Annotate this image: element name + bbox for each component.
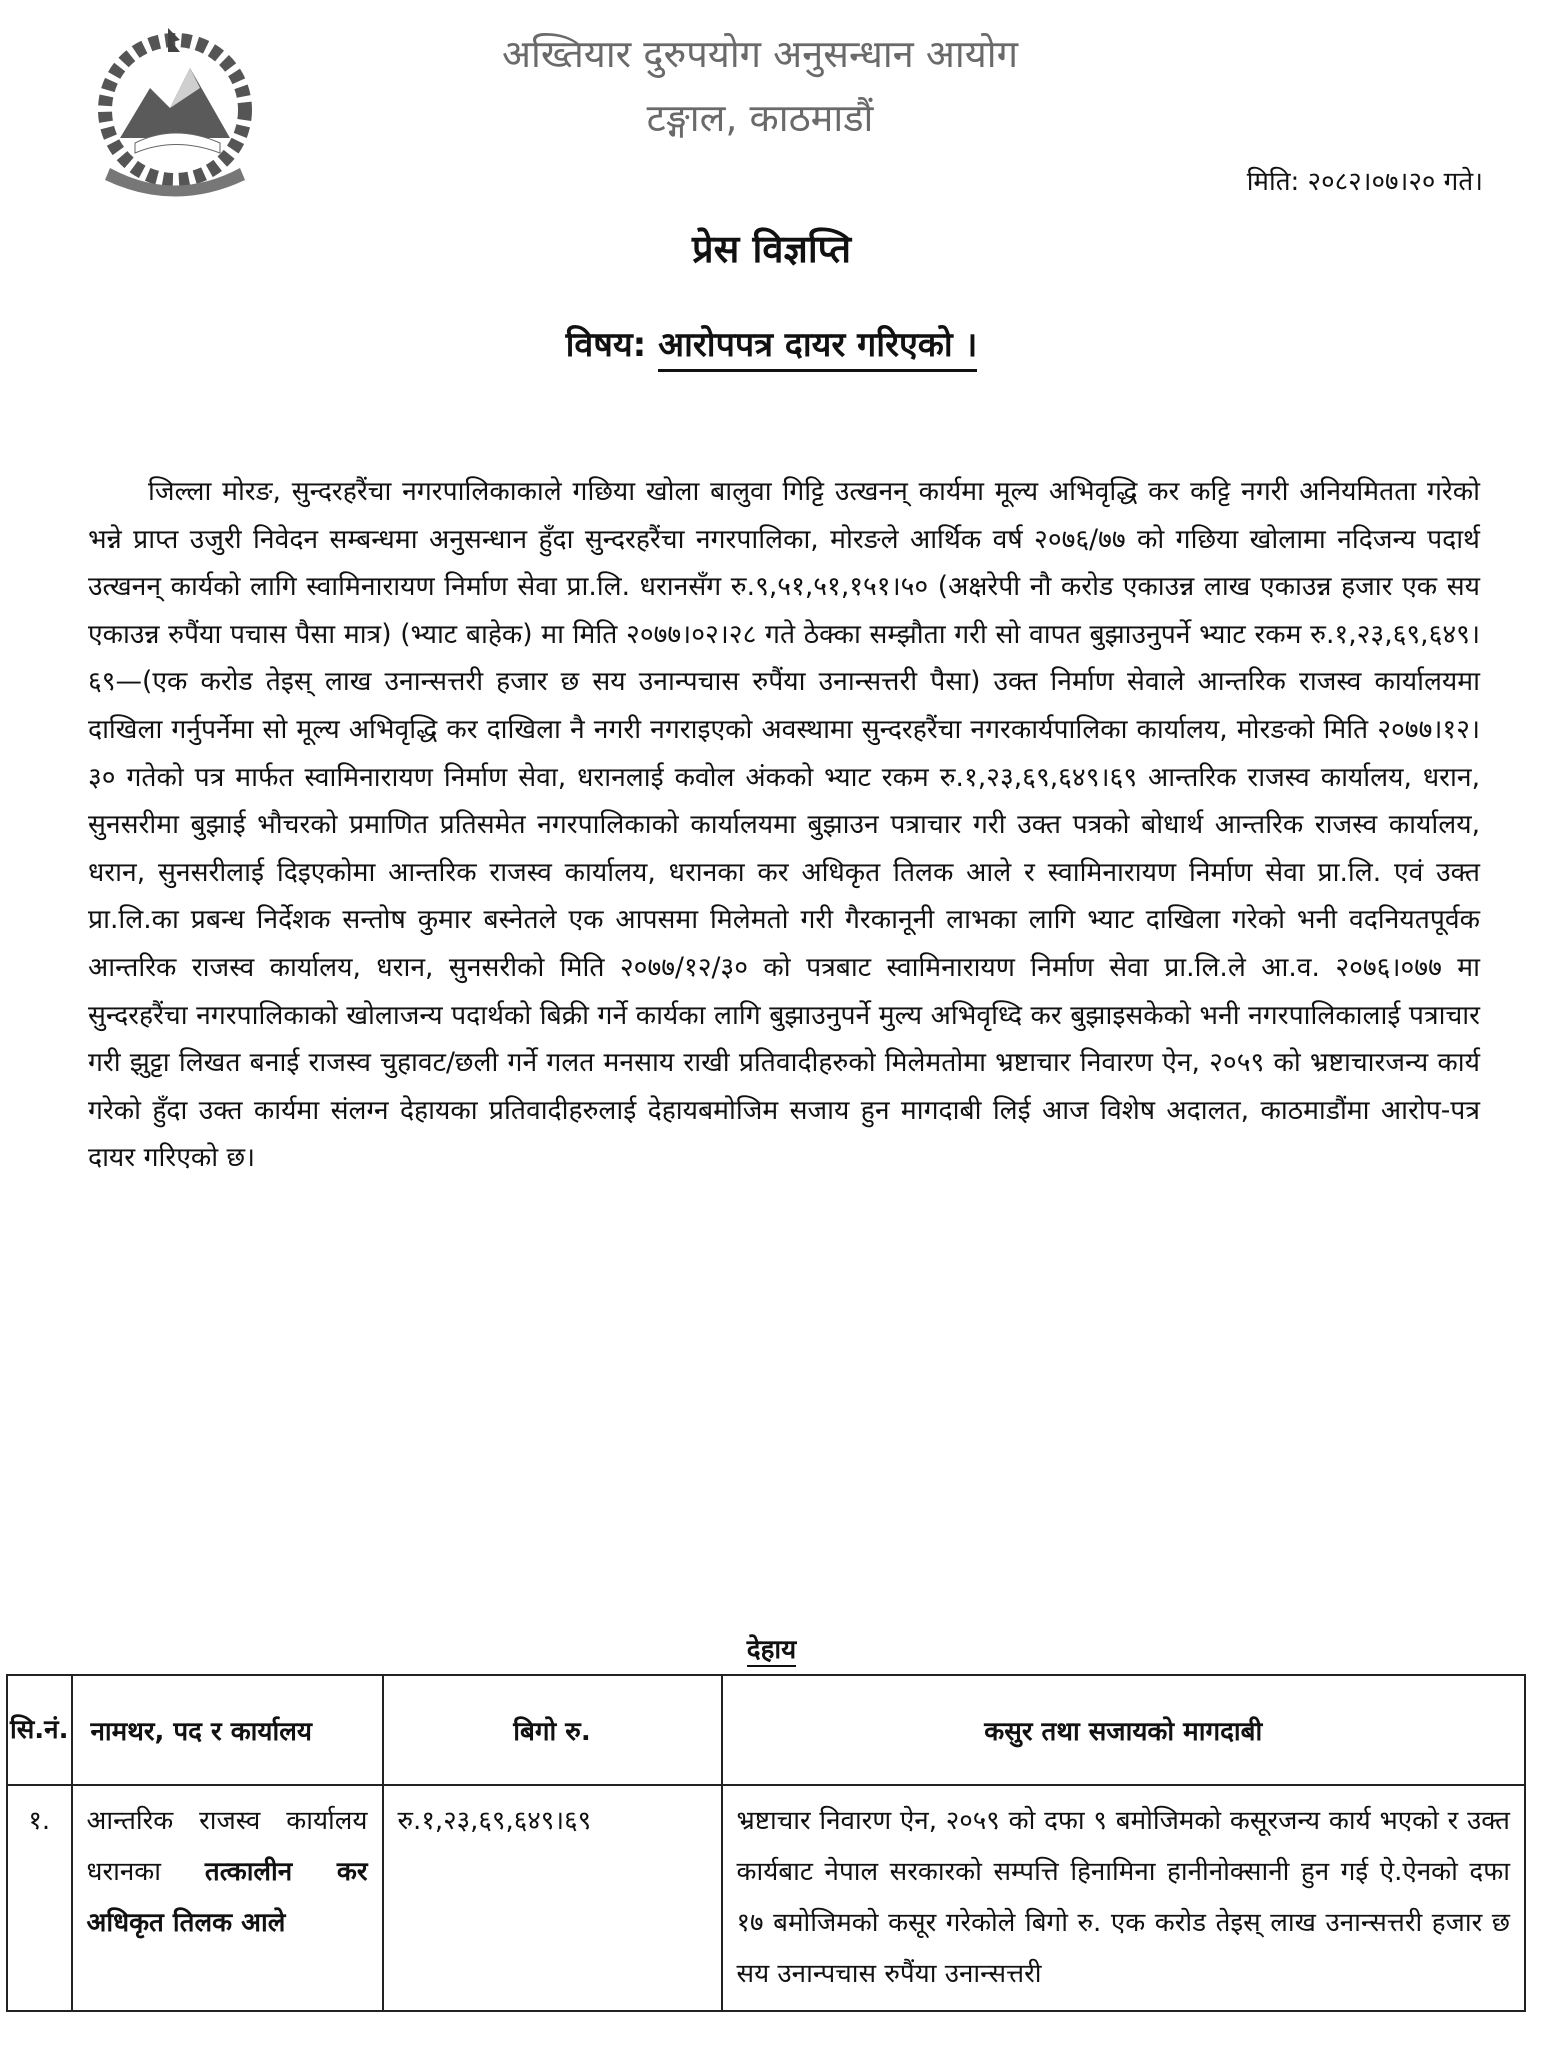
defendant-office: आन्तरिक राजस्व कार्यालय धरानका (86, 1806, 368, 1887)
issue-date: मिति: २०८२।०७।२० गते। (1246, 167, 1483, 197)
document-title: प्रेस विज्ञप्ति (691, 227, 852, 271)
cell-serial: १. (7, 1785, 72, 2011)
nepal-emblem-icon (80, 18, 270, 208)
header-charge: कसुर तथा सजायको मागदाबी (722, 1675, 1526, 1785)
organization-location: टङ्गाल, काठमाडौं (646, 96, 874, 140)
header-name: नामथर, पद र कार्यालय (72, 1675, 383, 1785)
cell-name (72, 1785, 383, 2011)
cell-charge: भ्रष्टाचार निवारण ऐन, २०५९ को दफा ९ बमोजिमको कसूरजन्य कार्य भएको र उक्त कार्यबाट नेपाल सरकारको सम्पत्ति हिनामिना हानीनोक्सानी हुन गई ऐ.ऐनको दफा १७ बमोजिमको कसूर गरेकोले बिगो रु. एक करोड तेइस् लाख उनान्सत्तरी हजार छ सय उनान्पचास रुपैंया उनान्सत्तरी (722, 1785, 1526, 2011)
table-caption (0, 1630, 1543, 1666)
cell-amount: रु.१,२३,६९,६४९।६९ (383, 1785, 722, 2011)
body-paragraph (88, 468, 1480, 1182)
header-amount: बिगो रु. (383, 1675, 722, 1785)
table-caption-text: देहाय (746, 1635, 797, 1665)
body-text: जिल्ला मोरङ, सुन्दरहरैंचा नगरपालिकाकाले गछिया खोला बालुवा गिट्टि उत्खनन् कार्यमा मूल्य अभिवृद्धि कर कट्टि नगरी अनियमितता गरेको भन्ने प्राप्त उजुरी निवेदन सम्बन्धमा अनुसन्धान हुँदा सुन्दरहरैंचा नगरपालिका, मोरङले आर्थिक वर्ष २०७६/७७ को गछिया खोलामा नदिजन्य पदार्थ उत्खनन् कार्यको लागि स्वामिनारायण निर्माण सेवा प्रा.लि. धरानसँग रु.९,५१,५१,१५१।५० (अक्षरेपी नौ करोड एकाउन्न लाख एकाउन्न हजार एक सय एकाउन्न रुपैंया पचास पैसा मात्र) (भ्याट बाहेक) मा मिति २०७७।०२।२८ गते ठेक्का सम्झौता गरी सो वापत बुझाउनुपर्ने भ्याट रकम रु.१,२३,६९,६४९।६९—(एक करोड तेइस् लाख उनान्सत्तरी हजार छ सय उनान्पचास रुपैंया उनान्सत्तरी पैसा) उक्त निर्माण सेवाले आन्तरिक राजस्व कार्यालयमा दाखिला गर्नुपर्नेमा सो मूल्य अभिवृद्धि कर दाखिला नै नगरी नगराइएको अवस्थामा सुन्दरहरैंचा नगरकार्यपालिका कार्यालय, मोरङको मिति २०७७।१२।३० गतेको पत्र मार्फत स्वामिनारायण निर्माण सेवा, धरानलाई कवोल अंकको भ्याट रकम रु.१,२३,६९,६४९।६९ आन्तरिक राजस्व कार्यालय, धरान, सुनसरीमा बुझाई भौचरको प्रमाणित प्रतिसमेत नगरपालिकाको कार्यालयमा बुझाउन पत्राचार गरी उक्त पत्रको बोधार्थ आन्तरिक राजस्व कार्यालय, धरान, सुनसरीलाई दिइएकोमा आन्तरिक राजस्व कार्यालय, धरानका कर अधिकृत तिलक आले र स्वामिनारायण निर्माण सेवा प्रा.लि. एवं उक्त प्रा.लि.का प्रबन्ध निर्देशक सन्तोष कुमार बस्नेतले एक आपसमा मिलेमतो गरी गैरकानूनी लाभका लागि भ्याट दाखिला गरेको भनी वदनियतपूर्वक आन्तरिक राजस्व कार्यालय, धरान, सुनसरीको मिति २०७७/१२/३० को पत्रबाट स्वामिनारायण निर्माण सेवा प्रा.लि.ले आ.व. २०७६।०७७ मा सुन्दरहरैंचा नगरपालिकाको खोलाजन्य पदार्थको बिक्री गर्ने कार्यका लागि बुझाउनुपर्ने मुल्य अभिवृध्दि कर बुझाइसकेको भनी नगरपालिकालाई पत्राचार गरी झुट्टा लिखत बनाई राजस्व चुहावट/छली गर्ने गलत मनसाय राखी प्रतिवादीहरुको मिलेमतोमा भ्रष्टाचार निवारण ऐन, २०५९ को भ्रष्टाचारजन्य कार्य गरेको हुँदा उक्त कार्यमा संलग्न देहायका प्रतिवादीहरुलाई देहायबमोजिम सजाय हुन मागदाबी लिई आज विशेष अदालत, काठमाडौंमा आरोप-पत्र दायर गरिएको छ। (88, 476, 1480, 1174)
subject-label: विषय: (565, 325, 647, 365)
defendant-name: तत्कालीन कर अधिकृत तिलक आले (86, 1857, 368, 1938)
table-header-row (7, 1675, 1525, 1785)
government-emblem (80, 18, 270, 208)
subject-text: आरोपपत्र दायर गरिएको । (658, 325, 977, 372)
header-serial: सि.नं. (7, 1675, 72, 1785)
subject-line (0, 320, 1543, 366)
table-row (7, 1785, 1525, 2011)
defendants-table (6, 1674, 1526, 2012)
organization-name: अख्तियार दुरुपयोग अनुसन्धान आयोग (502, 32, 1018, 76)
